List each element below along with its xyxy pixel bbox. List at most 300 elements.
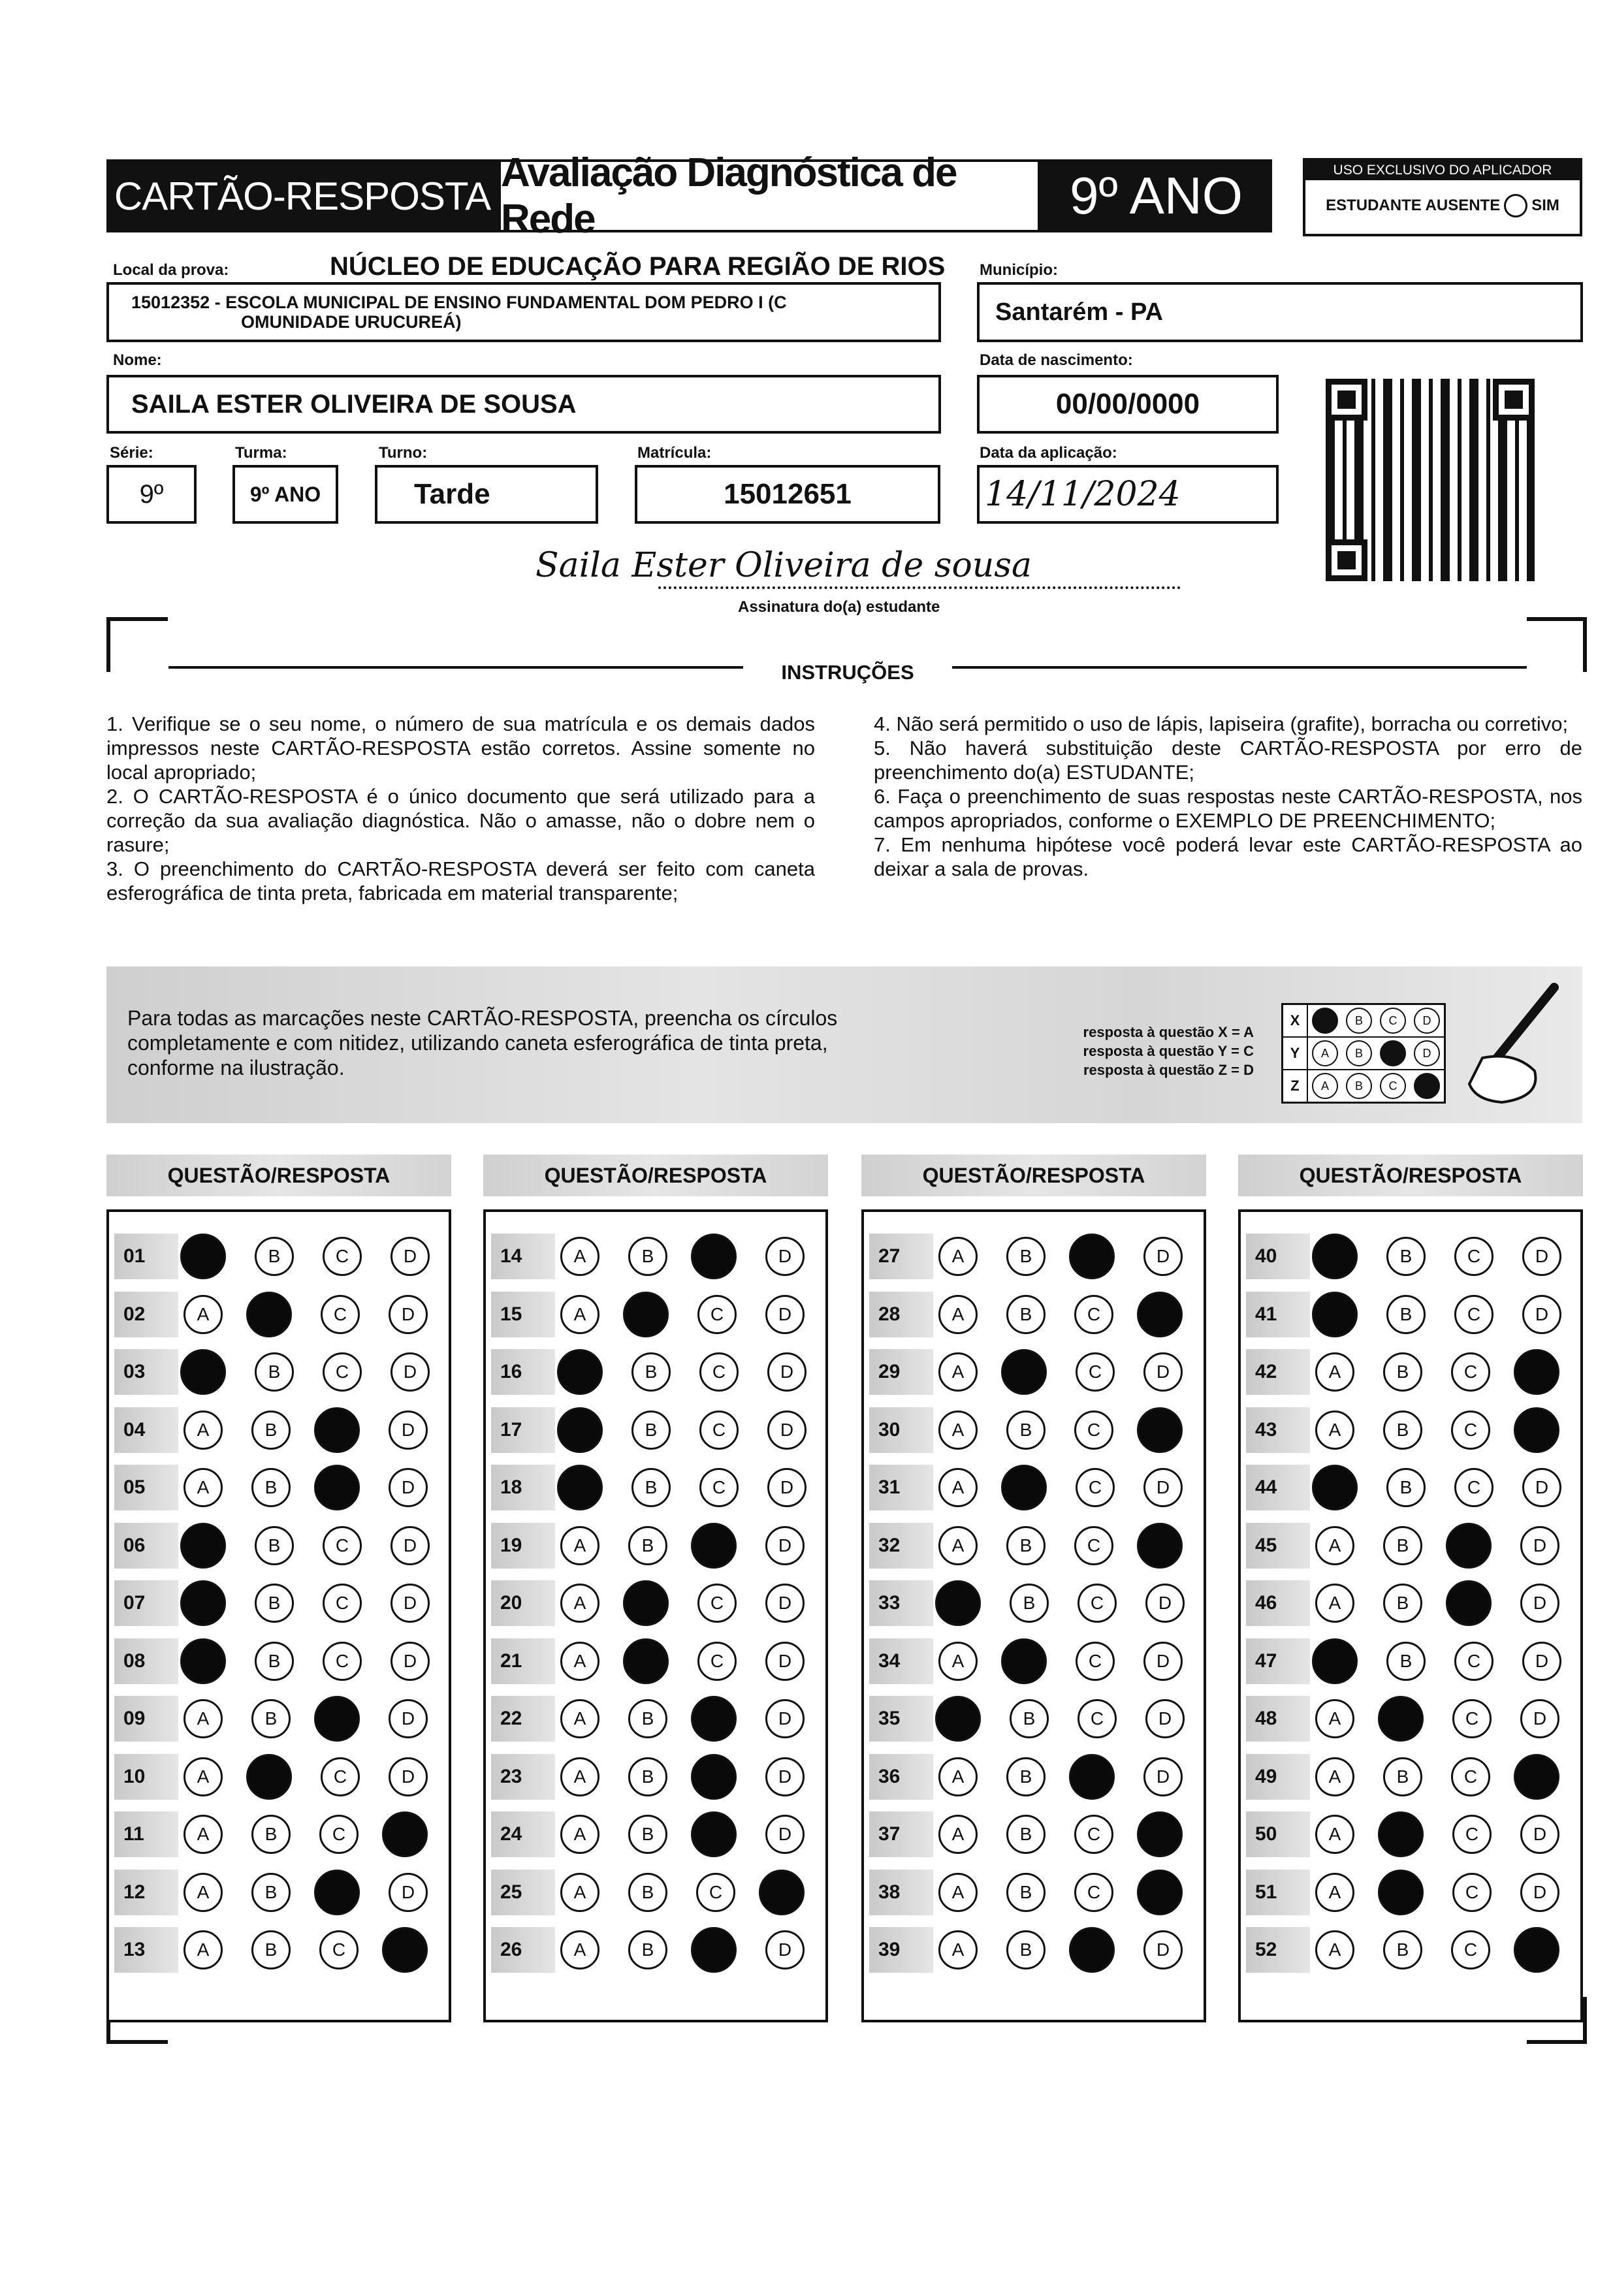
aplicacao-field: 14/11/2024 (977, 465, 1279, 524)
question-row (114, 1633, 449, 1691)
answer-bubble-c[interactable]: C (1451, 1411, 1490, 1450)
answer-bubble-a[interactable] (935, 1696, 981, 1742)
answer-bubble-c[interactable]: C (1451, 1352, 1490, 1392)
question-number: 28 (869, 1292, 933, 1337)
answer-bubble-b[interactable] (623, 1638, 669, 1684)
answer-bubble-b[interactable] (1378, 1870, 1424, 1915)
answer-bubble-b[interactable]: B (628, 1526, 667, 1565)
example-bubble: C (1380, 1073, 1406, 1099)
answer-bubble-c[interactable]: C (1452, 1873, 1492, 1912)
answer-bubble-d[interactable]: D (1522, 1237, 1561, 1276)
answer-bubble-c[interactable] (314, 1696, 360, 1742)
question-number: 30 (869, 1407, 933, 1453)
local-label: Local da prova: (113, 261, 229, 279)
answer-bubble-a[interactable]: A (1315, 1584, 1354, 1623)
answer-bubble-b[interactable]: B (631, 1411, 671, 1450)
answer-bubble-d[interactable] (1514, 1407, 1559, 1453)
answer-bubble-c[interactable] (314, 1465, 360, 1510)
nome-field: SAILA ESTER OLIVEIRA DE SOUSA (106, 375, 941, 434)
answer-bubble-a[interactable] (935, 1580, 981, 1626)
qr-finder-icon (1326, 379, 1367, 421)
question-row (114, 1401, 449, 1459)
answer-bubble-a[interactable]: A (560, 1584, 599, 1623)
answer-bubble-b[interactable]: B (628, 1757, 667, 1796)
example-row (1283, 1005, 1444, 1038)
answer-bubble-a[interactable] (180, 1349, 226, 1395)
school-field (106, 282, 941, 342)
answer-bubble-a[interactable]: A (938, 1757, 978, 1796)
example-bubble: A (1312, 1073, 1338, 1099)
instructions-title: INSTRUÇÕES (781, 661, 914, 684)
question-row (491, 1633, 825, 1691)
answer-bubble-b[interactable] (1001, 1638, 1047, 1684)
answer-bubble-d[interactable]: D (765, 1815, 805, 1854)
answer-bubble-b[interactable] (1001, 1349, 1047, 1395)
answer-bubble-b[interactable]: B (1010, 1699, 1049, 1738)
answer-bubble-a[interactable]: A (560, 1526, 599, 1565)
answer-bubble-a[interactable] (180, 1234, 226, 1279)
qr-finder-icon (1326, 539, 1367, 581)
grade-label: 9º ANO (1040, 159, 1272, 232)
answer-bubble-d[interactable] (1514, 1927, 1559, 1973)
question-number: 22 (491, 1696, 555, 1742)
answer-bubble-a[interactable]: A (560, 1815, 599, 1854)
answer-bubble-c[interactable]: C (1074, 1526, 1113, 1565)
answer-bubble-a[interactable]: A (184, 1873, 223, 1912)
answer-bubble-c[interactable]: C (1454, 1468, 1493, 1507)
answer-bubble-b[interactable]: B (1386, 1295, 1426, 1334)
answer-bubble-c[interactable]: C (323, 1526, 362, 1565)
answer-bubble-c[interactable]: C (699, 1352, 739, 1392)
instructions-right (874, 712, 1582, 881)
question-number: 15 (491, 1292, 555, 1337)
answer-bubble-a[interactable] (180, 1580, 226, 1626)
answer-bubble-c[interactable]: C (319, 1815, 359, 1854)
answer-bubble-c[interactable]: C (1078, 1699, 1117, 1738)
answer-bubble-d[interactable]: D (1143, 1237, 1183, 1276)
answer-bubble-d[interactable] (1514, 1349, 1559, 1395)
example-bubble: A (1312, 1040, 1338, 1066)
answer-bubble-a[interactable]: A (1315, 1352, 1354, 1392)
answer-bubble-c[interactable]: C (1454, 1295, 1493, 1334)
column-header: QUESTÃO/RESPOSTA (861, 1155, 1206, 1196)
answer-bubble-d[interactable] (1137, 1292, 1183, 1337)
answer-bubble-c[interactable]: C (323, 1642, 362, 1681)
answer-bubble-a[interactable] (557, 1407, 603, 1453)
answer-bubble-c[interactable] (691, 1696, 737, 1742)
answer-bubble-b[interactable]: B (1006, 1237, 1046, 1276)
answer-bubble-a[interactable] (180, 1523, 226, 1569)
answer-bubble-a[interactable] (1312, 1234, 1358, 1279)
instruction-item: 3. O preenchimento do CARTÃO-RESPOSTA deverá ser feito com caneta esferográfica de tinta preta, fabricada em material transparente; (106, 857, 815, 904)
answer-column (483, 1209, 828, 2022)
answer-bubble-b[interactable] (246, 1754, 292, 1800)
applicator-box (1303, 158, 1582, 236)
legend-line: resposta à questão Z = D (1083, 1062, 1254, 1078)
answer-column (1238, 1209, 1583, 2022)
answer-bubble-a[interactable]: A (184, 1295, 223, 1334)
answer-bubble-b[interactable]: B (1383, 1526, 1422, 1565)
answer-bubble-b[interactable]: B (255, 1526, 294, 1565)
example-bubble: D (1414, 1040, 1440, 1066)
question-number: 31 (869, 1465, 933, 1510)
answer-bubble-c[interactable] (314, 1407, 360, 1453)
answer-bubble-b[interactable] (1001, 1465, 1047, 1510)
example-bubble: B (1346, 1008, 1372, 1034)
answer-bubble-a[interactable]: A (184, 1699, 223, 1738)
question-row (114, 1864, 449, 1922)
matricula-label: Matrícula: (637, 444, 712, 462)
answer-bubble-d[interactable] (382, 1927, 428, 1973)
answer-bubble-b[interactable]: B (1383, 1930, 1422, 1969)
answer-bubble-b[interactable] (623, 1292, 669, 1337)
answer-bubble-b[interactable]: B (255, 1352, 294, 1392)
question-row (114, 1748, 449, 1806)
answer-bubble-c[interactable]: C (699, 1411, 739, 1450)
answer-bubble-d[interactable] (382, 1811, 428, 1857)
question-row (869, 1286, 1204, 1344)
answer-bubble-d[interactable]: D (1143, 1468, 1183, 1507)
answer-bubble-a[interactable]: A (938, 1468, 978, 1507)
answer-bubble-a[interactable] (180, 1638, 226, 1684)
answer-bubble-a[interactable]: A (938, 1815, 978, 1854)
example-bubble: B (1346, 1040, 1372, 1066)
answer-bubble-d[interactable]: D (767, 1352, 806, 1392)
question-number: 13 (114, 1927, 178, 1973)
answer-bubble-b[interactable]: B (628, 1699, 667, 1738)
answer-bubble-d[interactable]: D (1145, 1699, 1185, 1738)
answer-bubble-d[interactable]: D (389, 1468, 428, 1507)
answer-bubble-d[interactable]: D (1520, 1815, 1559, 1854)
answer-bubble-a[interactable]: A (938, 1352, 978, 1392)
answer-bubble-b[interactable]: B (1006, 1930, 1046, 1969)
answer-bubble-a[interactable]: A (560, 1930, 599, 1969)
answer-bubble-d[interactable]: D (389, 1873, 428, 1912)
municipio-field: Santarém - PA (977, 282, 1583, 342)
answer-bubble-d[interactable]: D (1143, 1757, 1183, 1796)
answer-bubble-d[interactable] (759, 1870, 805, 1915)
answer-bubble-d[interactable]: D (765, 1584, 805, 1623)
answer-bubble-a[interactable]: A (938, 1295, 978, 1334)
answer-bubble-c[interactable]: C (323, 1584, 362, 1623)
answer-bubble-c[interactable] (1446, 1580, 1492, 1626)
answer-bubble-d[interactable]: D (1520, 1699, 1559, 1738)
answer-bubble-a[interactable]: A (1315, 1815, 1354, 1854)
divider-right (952, 666, 1527, 669)
answer-bubble-c[interactable]: C (1454, 1642, 1493, 1681)
answer-bubble-d[interactable]: D (1520, 1584, 1559, 1623)
pen-hand-icon (1463, 980, 1561, 1104)
answer-bubble-c[interactable] (691, 1523, 737, 1569)
answer-bubble-b[interactable]: B (628, 1873, 667, 1912)
question-number: 18 (491, 1465, 555, 1510)
answer-bubble-a[interactable] (1312, 1638, 1358, 1684)
answer-bubble-c[interactable]: C (1074, 1815, 1113, 1854)
answer-bubble-b[interactable]: B (631, 1468, 671, 1507)
answer-bubble-a[interactable] (557, 1465, 603, 1510)
answer-bubble-d[interactable] (1514, 1754, 1559, 1800)
answer-bubble-d[interactable]: D (1522, 1642, 1561, 1681)
example-bubble (1312, 1008, 1338, 1034)
question-number: 10 (114, 1754, 178, 1800)
answer-bubble-a[interactable]: A (560, 1295, 599, 1334)
question-row (491, 1921, 825, 1979)
answer-bubble-b[interactable]: B (631, 1352, 671, 1392)
answer-bubble-b[interactable]: B (255, 1584, 294, 1623)
answer-bubble-a[interactable]: A (1315, 1873, 1354, 1912)
answer-bubble-d[interactable]: D (765, 1930, 805, 1969)
answer-bubble-c[interactable] (691, 1754, 737, 1800)
answer-bubble-c[interactable]: C (696, 1873, 735, 1912)
answer-bubble-a[interactable]: A (184, 1411, 223, 1450)
question-row (1246, 1748, 1580, 1806)
answer-bubble-a[interactable]: A (938, 1237, 978, 1276)
answer-bubble-b[interactable]: B (251, 1468, 291, 1507)
question-row (491, 1286, 825, 1344)
serie-field: 9º (106, 465, 197, 524)
answer-bubble-b[interactable]: B (1383, 1411, 1422, 1450)
answer-bubble-d[interactable] (1137, 1407, 1183, 1453)
answer-bubble-b[interactable]: B (251, 1930, 291, 1969)
answer-bubble-a[interactable]: A (560, 1757, 599, 1796)
answer-bubble-b[interactable] (1378, 1696, 1424, 1742)
answer-bubble-c[interactable]: C (1074, 1411, 1113, 1450)
answer-bubble-d[interactable]: D (391, 1526, 430, 1565)
answer-bubble-c[interactable]: C (1452, 1699, 1492, 1738)
municipio-label: Município: (980, 261, 1058, 279)
instruction-item: 6. Faça o preenchimento de suas respostas neste CARTÃO-RESPOSTA, nos campos apropriados, conforme o EXEMPLO DE PREENCHIMENTO; (874, 785, 1582, 832)
answer-bubble-d[interactable]: D (765, 1642, 805, 1681)
answer-bubble-b[interactable]: B (1383, 1352, 1422, 1392)
answer-bubble-a[interactable]: A (184, 1815, 223, 1854)
example-table (1281, 1003, 1446, 1104)
answer-bubble-a[interactable]: A (1315, 1757, 1354, 1796)
question-number: 33 (869, 1580, 933, 1626)
answer-bubble-a[interactable]: A (184, 1930, 223, 1969)
answer-bubble-d[interactable]: D (765, 1295, 805, 1334)
answer-bubble-c[interactable]: C (321, 1757, 360, 1796)
answer-bubble-c[interactable]: C (319, 1930, 359, 1969)
answer-bubble-d[interactable]: D (391, 1352, 430, 1392)
question-row (869, 1806, 1204, 1864)
answer-bubble-c[interactable] (691, 1234, 737, 1279)
question-row (1246, 1401, 1580, 1459)
answer-bubble-a[interactable]: A (938, 1642, 978, 1681)
answer-bubble-a[interactable]: A (1315, 1526, 1354, 1565)
answer-bubble-a[interactable]: A (1315, 1411, 1354, 1450)
applicator-title: USO EXCLUSIVO DO APLICADOR (1305, 161, 1580, 180)
answer-bubble-b[interactable]: B (1386, 1237, 1426, 1276)
instruction-item: 2. O CARTÃO-RESPOSTA é o único documento que será utilizado para a correção da sua avaliação diagnóstica. Não o amasse, não o dobre nem o rasure; (106, 785, 815, 856)
answer-bubble-a[interactable] (557, 1349, 603, 1395)
answer-bubble-c[interactable]: C (697, 1295, 737, 1334)
answer-bubble-c[interactable]: C (1076, 1352, 1115, 1392)
answer-bubble-b[interactable]: B (1383, 1584, 1422, 1623)
answer-bubble-b[interactable]: B (1010, 1584, 1049, 1623)
question-row (1246, 1343, 1580, 1401)
answer-bubble-d[interactable]: D (1522, 1295, 1561, 1334)
answer-bubble-d[interactable]: D (765, 1526, 805, 1565)
answer-bubble-d[interactable] (1137, 1523, 1183, 1569)
answer-bubble-c[interactable] (1069, 1234, 1115, 1279)
answer-bubble-c[interactable] (691, 1811, 737, 1857)
answer-bubble-d[interactable]: D (391, 1237, 430, 1276)
answer-bubble-c[interactable]: C (321, 1295, 360, 1334)
answer-bubble-b[interactable] (246, 1292, 292, 1337)
answer-bubble-a[interactable]: A (938, 1930, 978, 1969)
answer-bubble-c[interactable] (691, 1927, 737, 1973)
legend-line: resposta à questão Y = C (1083, 1043, 1254, 1059)
answer-bubble-b[interactable]: B (1006, 1526, 1046, 1565)
answer-bubble-c[interactable]: C (1076, 1468, 1115, 1507)
answer-bubble-b[interactable]: B (1006, 1873, 1046, 1912)
answer-bubble-d[interactable]: D (1522, 1468, 1561, 1507)
instruction-item: 7. Em nenhuma hipótese você poderá levar este CARTÃO-RESPOSTA ao deixar a sala de provas. (874, 833, 1582, 880)
answer-bubble-d[interactable]: D (391, 1584, 430, 1623)
answer-bubble-c[interactable]: C (697, 1642, 737, 1681)
nucleo-name: NÚCLEO DE EDUCAÇÃO PARA REGIÃO DE RIOS (330, 252, 946, 281)
answer-bubble-a[interactable]: A (560, 1699, 599, 1738)
answer-bubble-b[interactable]: B (628, 1237, 667, 1276)
answer-bubble-d[interactable]: D (767, 1411, 806, 1450)
example-bubble: B (1346, 1073, 1372, 1099)
answer-bubble-d[interactable]: D (765, 1757, 805, 1796)
answer-bubble-c[interactable]: C (323, 1352, 362, 1392)
question-row (869, 1633, 1204, 1691)
question-row (869, 1748, 1204, 1806)
answer-bubble-c[interactable] (1069, 1927, 1115, 1973)
answer-bubble-b[interactable]: B (1383, 1757, 1422, 1796)
question-row (1246, 1286, 1580, 1344)
example-bubble (1414, 1073, 1440, 1099)
answer-bubble-b[interactable]: B (255, 1237, 294, 1276)
answer-bubble-b[interactable]: B (1386, 1642, 1426, 1681)
answer-bubble-b[interactable]: B (1006, 1411, 1046, 1450)
answer-bubble-a[interactable]: A (1315, 1930, 1354, 1969)
answer-bubble-d[interactable]: D (765, 1237, 805, 1276)
answer-bubble-a[interactable]: A (938, 1526, 978, 1565)
answer-bubble-d[interactable]: D (765, 1699, 805, 1738)
answer-bubble-d[interactable]: D (1145, 1584, 1185, 1623)
answer-bubble-c[interactable] (1069, 1754, 1115, 1800)
question-number: 08 (114, 1638, 178, 1684)
answer-bubble-b[interactable]: B (1386, 1468, 1426, 1507)
answer-bubble-a[interactable]: A (560, 1237, 599, 1276)
answer-bubble-c[interactable]: C (697, 1584, 737, 1623)
answer-bubble-a[interactable]: A (184, 1468, 223, 1507)
question-row (1246, 1921, 1580, 1979)
answer-bubble-c[interactable]: C (1074, 1873, 1113, 1912)
answer-bubble-b[interactable]: B (628, 1815, 667, 1854)
signature-line (658, 586, 1181, 589)
answer-bubble-d[interactable]: D (1143, 1642, 1183, 1681)
question-row (1246, 1228, 1580, 1286)
answer-bubble-c[interactable]: C (1074, 1295, 1113, 1334)
answer-bubble-d[interactable]: D (389, 1295, 428, 1334)
question-row (1246, 1459, 1580, 1517)
answer-bubble-b[interactable]: B (1006, 1295, 1046, 1334)
answer-bubble-b[interactable]: B (628, 1930, 667, 1969)
example-question-label: Y (1283, 1038, 1308, 1069)
answer-bubble-c[interactable]: C (1078, 1584, 1117, 1623)
question-number: 47 (1246, 1638, 1310, 1684)
question-row (869, 1459, 1204, 1517)
question-row (1246, 1806, 1580, 1864)
question-row (114, 1921, 449, 1979)
absent-checkbox[interactable] (1504, 194, 1527, 217)
answer-bubble-c[interactable] (1446, 1523, 1492, 1569)
example-bubble (1380, 1040, 1406, 1066)
answer-bubble-a[interactable]: A (560, 1873, 599, 1912)
divider-left (168, 666, 743, 669)
question-row (491, 1748, 825, 1806)
answer-bubble-a[interactable]: A (560, 1642, 599, 1681)
answer-bubble-b[interactable]: B (251, 1699, 291, 1738)
answer-bubble-c[interactable] (314, 1870, 360, 1915)
answer-bubble-d[interactable]: D (1520, 1873, 1559, 1912)
question-number: 04 (114, 1407, 178, 1453)
answer-bubble-a[interactable]: A (938, 1873, 978, 1912)
answer-bubble-c[interactable]: C (1076, 1642, 1115, 1681)
answer-bubble-d[interactable]: D (1143, 1930, 1183, 1969)
question-row (869, 1401, 1204, 1459)
qr-code (1326, 379, 1535, 581)
question-number: 05 (114, 1465, 178, 1510)
answer-bubble-c[interactable]: C (323, 1237, 362, 1276)
answer-bubble-a[interactable]: A (938, 1411, 978, 1450)
instructions-left (106, 712, 815, 905)
answer-bubble-b[interactable]: B (251, 1411, 291, 1450)
question-number: 49 (1246, 1754, 1310, 1800)
legend-line: resposta à questão X = A (1083, 1024, 1254, 1040)
answer-bubble-d[interactable]: D (1520, 1526, 1559, 1565)
corner-mark-tl (106, 617, 168, 672)
answer-bubble-d[interactable]: D (767, 1468, 806, 1507)
answer-bubble-b[interactable]: B (1006, 1815, 1046, 1854)
answer-bubble-c[interactable]: C (1452, 1815, 1492, 1854)
answer-bubble-d[interactable] (1137, 1811, 1183, 1857)
answer-bubble-c[interactable]: C (1451, 1930, 1490, 1969)
question-number: 11 (114, 1811, 178, 1857)
answer-bubble-d[interactable]: D (389, 1411, 428, 1450)
answer-bubble-b[interactable]: B (255, 1642, 294, 1681)
answer-bubble-d[interactable]: D (1143, 1352, 1183, 1392)
answer-bubble-d[interactable]: D (391, 1642, 430, 1681)
answer-bubble-b[interactable]: B (1006, 1757, 1046, 1796)
answer-bubble-d[interactable]: D (389, 1699, 428, 1738)
question-row (114, 1343, 449, 1401)
answer-bubble-a[interactable] (1312, 1292, 1358, 1337)
column-header: QUESTÃO/RESPOSTA (106, 1155, 451, 1196)
answer-bubble-c[interactable]: C (699, 1468, 739, 1507)
school-line1: 15012352 - ESCOLA MUNICIPAL DE ENSINO FUNDAMENTAL DOM PEDRO I (C (131, 293, 787, 312)
question-number: 43 (1246, 1407, 1310, 1453)
answer-bubble-b[interactable]: B (251, 1873, 291, 1912)
answer-bubble-a[interactable]: A (184, 1757, 223, 1796)
answer-bubble-b[interactable]: B (251, 1815, 291, 1854)
answer-bubble-d[interactable]: D (389, 1757, 428, 1796)
answer-bubble-c[interactable]: C (1451, 1757, 1490, 1796)
question-row (491, 1401, 825, 1459)
question-number: 20 (491, 1580, 555, 1626)
question-row (491, 1690, 825, 1748)
answer-bubble-b[interactable] (623, 1580, 669, 1626)
answer-bubble-b[interactable] (1378, 1811, 1424, 1857)
answer-bubble-a[interactable] (1312, 1465, 1358, 1510)
answer-bubble-c[interactable]: C (1454, 1237, 1493, 1276)
answer-bubble-a[interactable]: A (1315, 1699, 1354, 1738)
answer-bubble-d[interactable] (1137, 1870, 1183, 1915)
